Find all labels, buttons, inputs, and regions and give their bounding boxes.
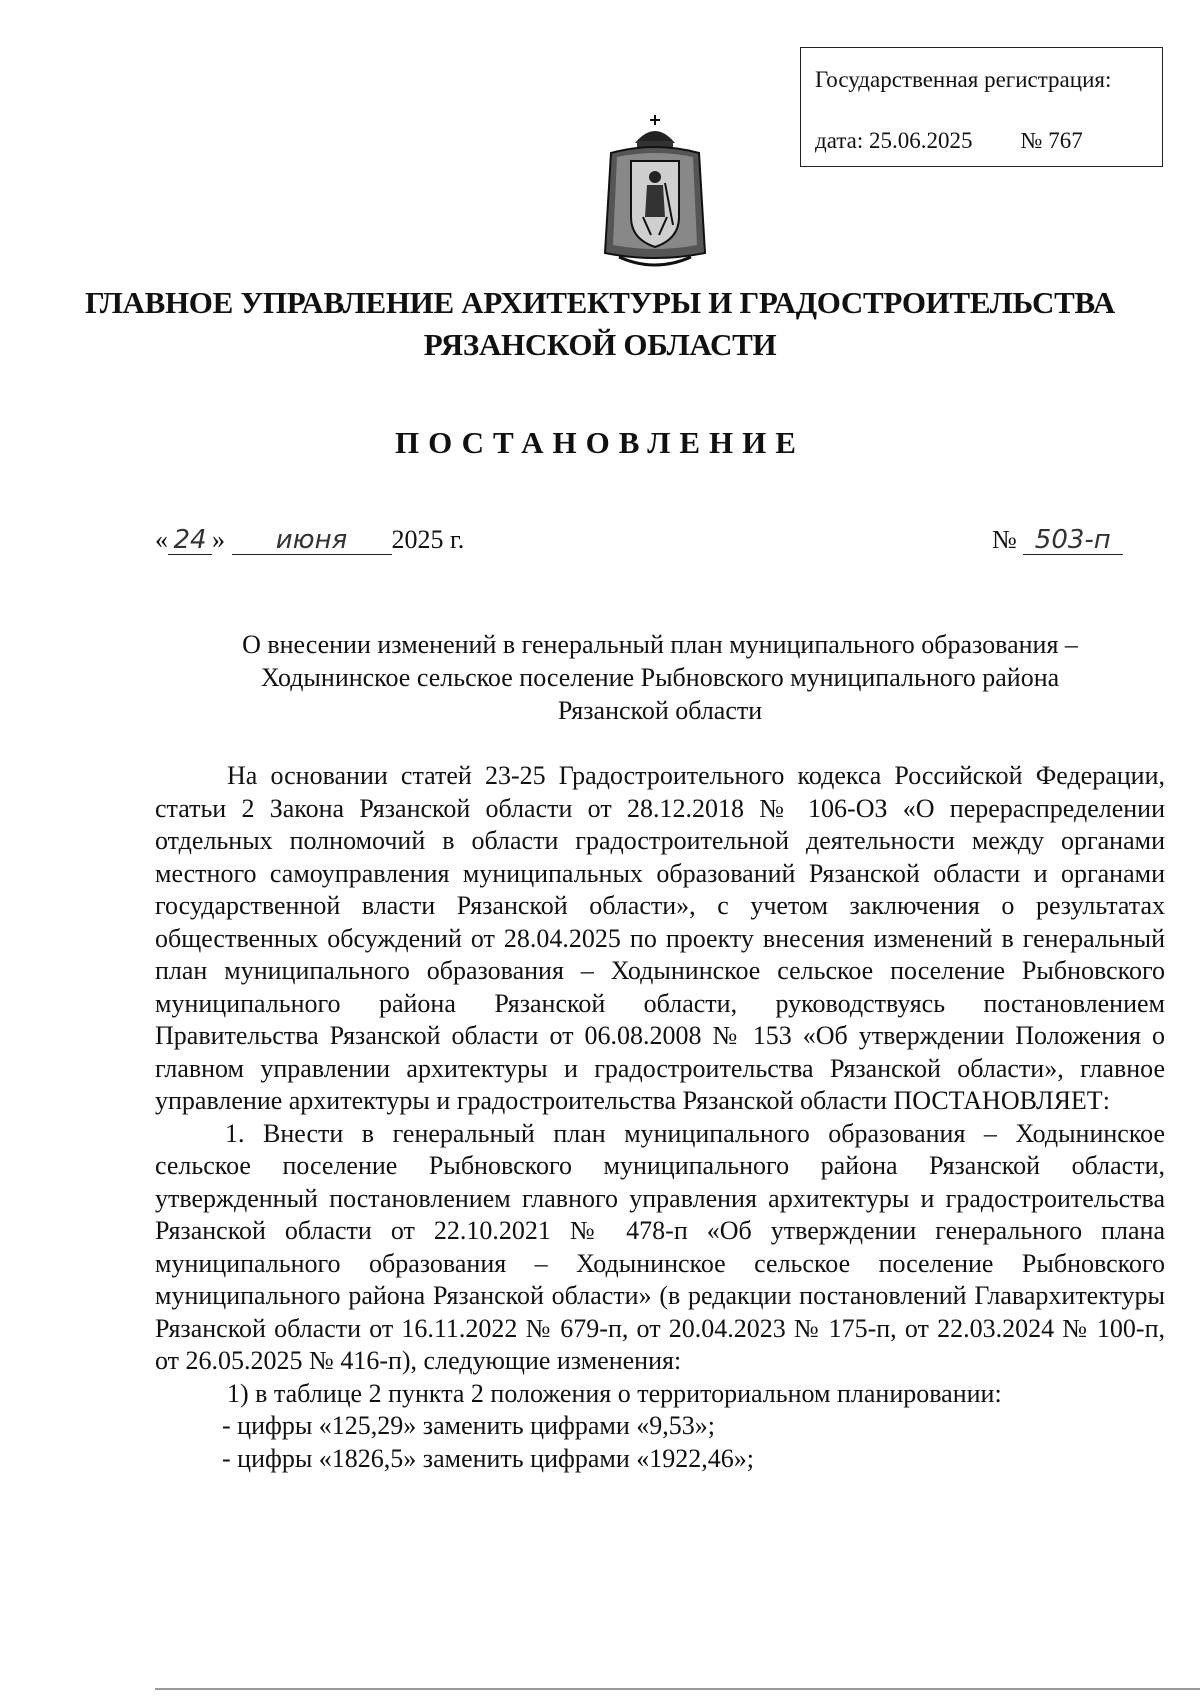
registration-details [815,129,1162,152]
date-year: 2025 г. [391,525,465,554]
registration-stamp [800,47,1163,167]
item-1-paragraph: 1. Внести в генеральный план муниципального образования – Ходынинское сельское поселение Рыбновского муниципального района Рязанской области, утвержденный постановлением главного управления архитектуры и градостроительства Рязанской области от 22.10.2021 № 478-п «Об утверждении генерального плана муниципального образования – Ходынинское сельское поселение Рыбновского муниципального района Рязанской области» (в редакции постановлений Главархитектуры Рязанской области от 16.11.2022 № 679-п, от 20.04.2023 № 175-п, от 22.03.2024 № 100-п, от 26.05.2025 № 416-п), следующие изменения: [155,1118,1165,1375]
date-close-quote: » [212,525,225,554]
document-date [155,525,464,555]
document-subject [155,628,1165,727]
page-bottom-edge [155,1688,1200,1690]
subitem-1-paragraph: 1) в таблице 2 пункта 2 положения о территориальном планировании: [227,1378,1002,1408]
document-number [992,525,1123,555]
organization-title-line-1: ГЛАВНОЕ УПРАВЛЕНИЕ АРХИТЕКТУРЫ И ГРАДОСТРОИТЕЛЬСТВА [84,285,1115,320]
date-day-handwritten: 24 [168,526,212,555]
registration-title: Государственная регистрация: [815,67,1112,92]
number-handwritten: 503-п [1023,526,1123,555]
document-body [155,760,1165,1475]
document-type-title: ПОСТАНОВЛЕНИЕ [395,425,805,460]
number-sign: № [992,525,1017,554]
subject-line-3: Рязанской области [557,696,763,725]
subject-line-1: О внесении изменений в генеральный план муниципального образования – [242,630,1078,659]
bullet-2: - цифры «1826,5» заменить цифрами «1922,46»; [222,1443,754,1473]
ryazan-coat-of-arms-icon [593,113,717,273]
date-open-quote: « [155,525,168,554]
date-month-handwritten: июня [232,526,392,555]
preamble-paragraph: На основании статей 23-25 Градостроительного кодекса Российской Федерации, статьи 2 Закона Рязанской области от 28.12.2018 № 106-ОЗ «О перераспределении отдельных полномочий в области градостроительной деятельности между органами местного самоуправления муниципальных образований Рязанской области и органами государственной власти Рязанской области», с учетом заключения о результатах общественных обсуждений от 28.04.2025 по проекту внесения изменений в генеральный план муниципального образования – Ходынинское сельское поселение Рыбновского муниципального района Рязанской области, руководствуясь постановлением Правительства Рязанской области от 06.08.2008 № 153 «Об утверждении Положения о главном управлении архитектуры и градостроительства Рязанской области», главное управление архитектуры и градостроительства Рязанской области ПОСТАНОВЛЯЕТ: [155,761,1165,1115]
organization-title-line-2: РЯЗАНСКОЙ ОБЛАСТИ [423,327,777,362]
registration-date: дата: 25.06.2025 [815,128,973,153]
bullet-1: - цифры «125,29» заменить цифрами «9,53»; [222,1411,715,1440]
registration-number: № 767 [1020,128,1083,153]
subject-line-2: Ходынинское сельское поселение Рыбновского муниципального района [260,663,1060,692]
organization-title [0,282,1200,366]
